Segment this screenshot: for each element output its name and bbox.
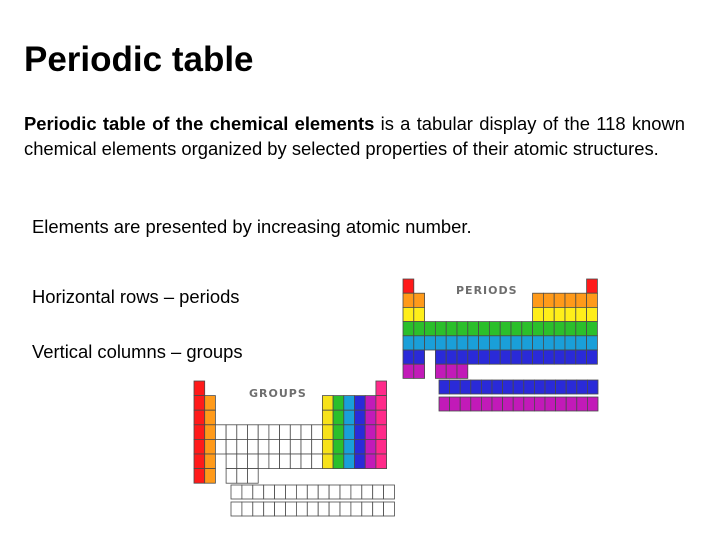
group-cell	[205, 454, 216, 469]
actinide-cell	[275, 502, 286, 516]
group-cell	[258, 425, 269, 440]
actinide-cell	[384, 502, 395, 516]
period-cell	[414, 364, 425, 378]
period-cell	[533, 322, 544, 336]
group-cell	[355, 410, 366, 425]
period-cell	[414, 336, 425, 350]
group-cell	[376, 396, 387, 411]
group-cell	[215, 425, 226, 440]
period-cell	[554, 307, 565, 321]
group-cell	[322, 439, 333, 454]
period-cell	[479, 322, 490, 336]
lanthanide-cell	[286, 485, 297, 499]
group-cell	[365, 425, 376, 440]
lanthanide-cell	[307, 485, 318, 499]
lanthanide-cell	[481, 380, 492, 394]
period-cell	[565, 350, 576, 364]
group-cell	[258, 439, 269, 454]
period-cell	[479, 336, 490, 350]
actinide-cell	[566, 397, 577, 411]
group-cell	[248, 469, 259, 484]
period-cell	[414, 322, 425, 336]
lanthanide-cell	[503, 380, 514, 394]
group-cell	[333, 439, 344, 454]
period-cell	[576, 307, 587, 321]
period-cell	[565, 293, 576, 307]
bullet-groups: Vertical columns – groups	[32, 341, 243, 362]
actinide-cell	[329, 502, 340, 516]
period-cell	[457, 336, 468, 350]
lanthanide-cell	[471, 380, 482, 394]
period-cell	[403, 307, 414, 321]
period-cell	[576, 322, 587, 336]
group-cell	[344, 425, 355, 440]
period-cell	[587, 336, 598, 350]
actinide-cell	[242, 502, 253, 516]
period-cell	[446, 364, 457, 378]
period-cell	[543, 307, 554, 321]
lanthanide-cell	[242, 485, 253, 499]
actinide-cell	[231, 502, 242, 516]
period-cell	[554, 293, 565, 307]
period-cell	[425, 336, 436, 350]
period-cell	[414, 293, 425, 307]
period-cell	[587, 322, 598, 336]
group-cell	[365, 410, 376, 425]
period-cell	[576, 350, 587, 364]
period-cell	[587, 279, 598, 293]
group-cell	[205, 469, 216, 484]
period-cell	[414, 307, 425, 321]
lanthanide-cell	[362, 485, 373, 499]
group-cell	[322, 425, 333, 440]
period-cell	[435, 322, 446, 336]
group-cell	[237, 454, 248, 469]
group-cell	[290, 439, 301, 454]
period-cell	[403, 364, 414, 378]
period-cell	[533, 336, 544, 350]
group-cell	[301, 439, 312, 454]
group-cell	[269, 439, 280, 454]
periods-diagram	[403, 279, 598, 411]
group-cell	[237, 469, 248, 484]
period-cell	[403, 279, 414, 293]
period-cell	[533, 307, 544, 321]
group-cell	[290, 454, 301, 469]
intro-text: is a tabular display of the 118 known chemical elements organized by selected properties of their atomic structures.	[24, 113, 685, 159]
group-cell	[355, 454, 366, 469]
period-cell	[414, 350, 425, 364]
actinide-cell	[577, 397, 588, 411]
period-cell	[457, 364, 468, 378]
group-cell	[269, 454, 280, 469]
period-cell	[576, 336, 587, 350]
group-cell	[269, 425, 280, 440]
lanthanide-cell	[556, 380, 567, 394]
periods-label: PERIODS	[456, 284, 518, 297]
period-cell	[533, 350, 544, 364]
group-cell	[344, 396, 355, 411]
lanthanide-cell	[439, 380, 450, 394]
period-cell	[403, 336, 414, 350]
period-cell	[500, 322, 511, 336]
period-cell	[489, 322, 500, 336]
group-cell	[280, 425, 291, 440]
group-cell	[215, 439, 226, 454]
actinide-cell	[351, 502, 362, 516]
lanthanide-cell	[577, 380, 588, 394]
lanthanide-cell	[534, 380, 545, 394]
actinide-cell	[253, 502, 264, 516]
group-cell	[194, 454, 205, 469]
group-cell	[365, 454, 376, 469]
period-cell	[479, 350, 490, 364]
lanthanide-cell	[296, 485, 307, 499]
period-cell	[500, 336, 511, 350]
group-cell	[248, 439, 259, 454]
actinide-cell	[450, 397, 461, 411]
period-cell	[554, 350, 565, 364]
group-cell	[194, 425, 205, 440]
period-cell	[511, 322, 522, 336]
group-cell	[376, 454, 387, 469]
actinide-cell	[481, 397, 492, 411]
group-cell	[226, 425, 237, 440]
lanthanide-cell	[351, 485, 362, 499]
actinide-cell	[318, 502, 329, 516]
group-cell	[355, 396, 366, 411]
group-cell	[333, 454, 344, 469]
period-cell	[543, 293, 554, 307]
group-cell	[333, 396, 344, 411]
period-cell	[500, 350, 511, 364]
actinide-cell	[556, 397, 567, 411]
group-cell	[205, 410, 216, 425]
group-cell	[226, 439, 237, 454]
period-cell	[511, 336, 522, 350]
actinide-cell	[264, 502, 275, 516]
group-cell	[344, 410, 355, 425]
actinide-cell	[471, 397, 482, 411]
group-cell	[194, 381, 205, 396]
period-cell	[425, 322, 436, 336]
group-cell	[322, 454, 333, 469]
actinide-cell	[460, 397, 471, 411]
period-cell	[468, 322, 479, 336]
period-cell	[522, 322, 533, 336]
period-cell	[511, 350, 522, 364]
group-cell	[194, 469, 205, 484]
group-cell	[237, 439, 248, 454]
period-cell	[587, 307, 598, 321]
group-cell	[301, 425, 312, 440]
actinide-cell	[503, 397, 514, 411]
period-cell	[554, 336, 565, 350]
actinide-cell	[286, 502, 297, 516]
period-cell	[435, 364, 446, 378]
lanthanide-cell	[340, 485, 351, 499]
group-cell	[322, 396, 333, 411]
group-cell	[226, 469, 237, 484]
period-cell	[554, 322, 565, 336]
intro-bold-term: Periodic table of the chemical elements	[24, 113, 375, 134]
lanthanide-cell	[450, 380, 461, 394]
period-cell	[435, 350, 446, 364]
actinide-cell	[362, 502, 373, 516]
group-cell	[322, 410, 333, 425]
group-cell	[226, 454, 237, 469]
period-cell	[543, 336, 554, 350]
period-cell	[468, 336, 479, 350]
period-cell	[565, 322, 576, 336]
period-cell	[543, 322, 554, 336]
actinide-cell	[296, 502, 307, 516]
actinide-cell	[307, 502, 318, 516]
lanthanide-cell	[264, 485, 275, 499]
group-cell	[355, 425, 366, 440]
lanthanide-cell	[275, 485, 286, 499]
bullet-atomic-number: Elements are presented by increasing atomic number.	[32, 216, 472, 237]
actinide-cell	[439, 397, 450, 411]
group-cell	[344, 439, 355, 454]
lanthanide-cell	[318, 485, 329, 499]
group-cell	[194, 439, 205, 454]
group-cell	[333, 425, 344, 440]
lanthanide-cell	[524, 380, 535, 394]
group-cell	[205, 439, 216, 454]
group-cell	[205, 396, 216, 411]
period-cell	[576, 293, 587, 307]
lanthanide-cell	[492, 380, 503, 394]
lanthanide-cell	[253, 485, 264, 499]
group-cell	[258, 454, 269, 469]
period-cell	[489, 350, 500, 364]
lanthanide-cell	[231, 485, 242, 499]
group-cell	[365, 396, 376, 411]
group-cell	[333, 410, 344, 425]
lanthanide-cell	[513, 380, 524, 394]
slide-title: Periodic table	[24, 40, 254, 79]
period-cell	[468, 350, 479, 364]
lanthanide-cell	[329, 485, 340, 499]
group-cell	[376, 425, 387, 440]
period-cell	[403, 322, 414, 336]
period-cell	[446, 322, 457, 336]
group-cell	[205, 425, 216, 440]
actinide-cell	[534, 397, 545, 411]
groups-diagram	[194, 381, 395, 516]
bullet-periods: Horizontal rows – periods	[32, 286, 240, 307]
group-cell	[248, 454, 259, 469]
group-cell	[355, 439, 366, 454]
lanthanide-cell	[545, 380, 556, 394]
period-cell	[457, 322, 468, 336]
group-cell	[376, 439, 387, 454]
group-cell	[248, 425, 259, 440]
lanthanide-cell	[566, 380, 577, 394]
actinide-cell	[587, 397, 598, 411]
period-cell	[489, 336, 500, 350]
period-cell	[446, 336, 457, 350]
groups-label: GROUPS	[249, 387, 307, 400]
group-cell	[312, 454, 323, 469]
group-cell	[194, 410, 205, 425]
group-cell	[312, 439, 323, 454]
period-cell	[587, 350, 598, 364]
group-cell	[376, 381, 387, 396]
actinide-cell	[492, 397, 503, 411]
lanthanide-cell	[460, 380, 471, 394]
actinide-cell	[513, 397, 524, 411]
period-cell	[435, 336, 446, 350]
group-cell	[312, 425, 323, 440]
period-cell	[533, 293, 544, 307]
group-cell	[280, 454, 291, 469]
group-cell	[290, 425, 301, 440]
period-cell	[446, 350, 457, 364]
actinide-cell	[340, 502, 351, 516]
group-cell	[376, 410, 387, 425]
period-cell	[587, 293, 598, 307]
group-cell	[280, 439, 291, 454]
period-cell	[522, 350, 533, 364]
period-cell	[565, 336, 576, 350]
group-cell	[365, 439, 376, 454]
period-cell	[543, 350, 554, 364]
group-cell	[344, 454, 355, 469]
actinide-cell	[524, 397, 535, 411]
actinide-cell	[373, 502, 384, 516]
period-cell	[522, 336, 533, 350]
lanthanide-cell	[587, 380, 598, 394]
period-cell	[403, 350, 414, 364]
period-cell	[457, 350, 468, 364]
group-cell	[237, 425, 248, 440]
group-cell	[194, 396, 205, 411]
lanthanide-cell	[373, 485, 384, 499]
period-cell	[565, 307, 576, 321]
group-cell	[301, 454, 312, 469]
lanthanide-cell	[384, 485, 395, 499]
actinide-cell	[545, 397, 556, 411]
period-cell	[403, 293, 414, 307]
